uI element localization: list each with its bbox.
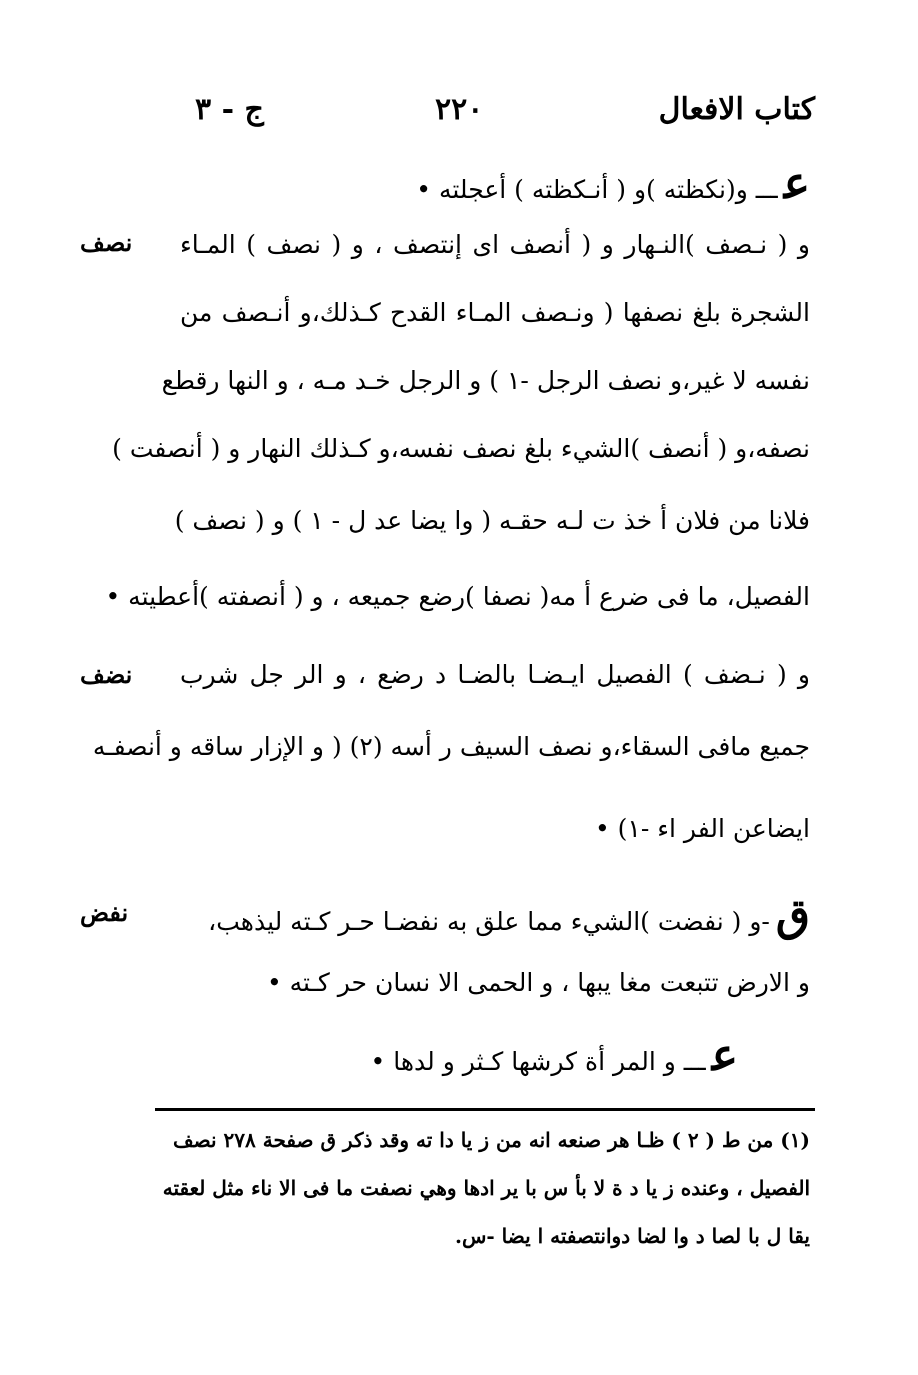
margin-headword: نضف: [80, 660, 133, 689]
line-text: ـــ و(نكظته )و ( أنـكظته ) أعجلته •: [416, 175, 778, 204]
body-line: و ( نـضف ) الفصيل ايـضـا بالضـا د رضع ، و الر جل شرب: [180, 660, 810, 689]
body-line: و ( نـصف )النـهار و ( أنصف اى إنتصف ، و ( نصف ) المـاء: [180, 230, 810, 259]
body-line: [416, 158, 810, 209]
body-line: ايضاعن الفر اء -١) •: [594, 814, 810, 843]
body-line: الشجرة بلغ نصفها ( ونـصف المـاء القدح كـذلك،و أنـصف من: [180, 298, 810, 327]
section-letter: ع: [711, 1030, 738, 1081]
footnote-line: يقا ل با لصا د وا لضا دوانتصفته ا يضا -س.: [455, 1224, 810, 1248]
body-line: جميع مافى السقاء،و نصف السيف ر أسه (٢) ( و الإزار ساقه و أنصفـه: [92, 732, 810, 761]
body-line: فلانا من فلان أ خذ ت لـه حقـه ( وا يضا عد ل - ١ ) و ( نصف ): [174, 506, 810, 535]
body-line: نفسه لا غير،و نصف الرجل -١ ) و الرجل خـد مـه ، و النها رقطع: [161, 366, 810, 395]
volume-label: ج - ٣: [195, 92, 264, 127]
body-line: نصفه،و ( أنصف )الشيء بلغ نصف نفسه،و كـذلك النهار و ( أنصفت ): [112, 434, 810, 463]
section-letter: ع: [783, 158, 810, 209]
footnote-line: الفصيل ، وعنده ز يا د ة لا بأ س با ير ادها وهي نصفت ما فى الا ناء مثل لعقته: [162, 1176, 810, 1200]
body-line: [208, 890, 810, 941]
line-text: -و ( نفضت )الشيء مما علق به نفضـا حـر كـته ليذهب،: [208, 907, 770, 936]
body-line: و الارض تتبعت مغا يبها ، و الحمى الا نسان حر كـته •: [266, 968, 810, 997]
page-number: ٢٢٠: [435, 92, 484, 127]
body-line: الفصيل، ما فى ضرع أ مه( نصفا )رضع جميعه ، و ( أنصفته )أعطيته •: [105, 582, 810, 611]
book-title: كتاب الافعال: [658, 92, 815, 127]
line-text: ـــ و المر أة كرشها كـثر و لدها •: [370, 1047, 706, 1076]
footnote-line: (١) من ط ( ٢ ) ظـا هر صنعه انه من ز يا دا ته وقد ذكر ق صفحة ٢٧٨ نصف: [172, 1128, 810, 1152]
margin-headword: نصف: [80, 228, 133, 257]
page-header: [195, 92, 815, 148]
margin-headword: نفض: [80, 898, 129, 927]
footnote-divider: [155, 1108, 815, 1111]
body-line: [371, 1030, 738, 1081]
section-letter: ق: [775, 890, 810, 941]
